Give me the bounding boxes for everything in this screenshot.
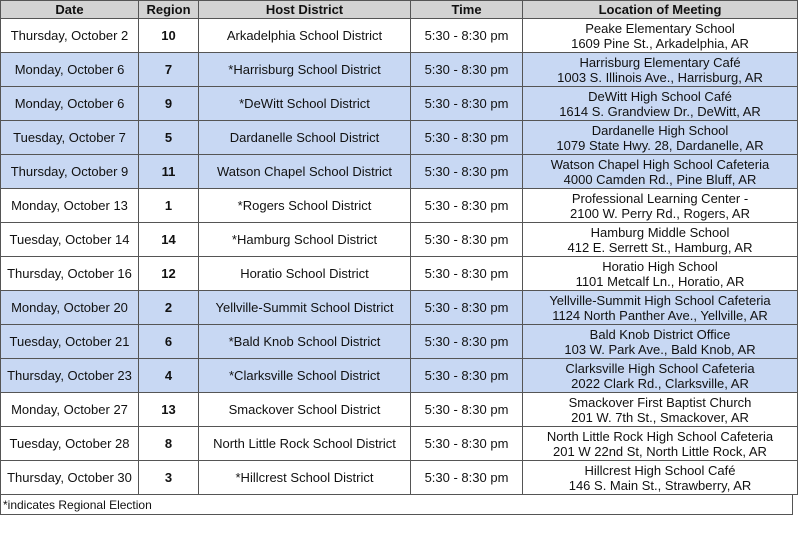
location-cell xyxy=(523,461,798,495)
time-cell: 5:30 - 8:30 pm xyxy=(411,291,523,325)
time-cell: 5:30 - 8:30 pm xyxy=(411,121,523,155)
date-cell: Monday, October 6 xyxy=(1,87,139,121)
region-cell: 8 xyxy=(139,427,199,461)
region-cell: 4 xyxy=(139,359,199,393)
host-district-cell: *Bald Knob School District xyxy=(199,325,411,359)
time-cell: 5:30 - 8:30 pm xyxy=(411,155,523,189)
time-cell: 5:30 - 8:30 pm xyxy=(411,427,523,461)
location-name: Peake Elementary School xyxy=(585,20,735,36)
host-district-cell: North Little Rock School District xyxy=(199,427,411,461)
location-name: Hamburg Middle School xyxy=(590,224,730,240)
date-cell: Tuesday, October 21 xyxy=(1,325,139,359)
location-name: Harrisburg Elementary Café xyxy=(579,54,741,70)
host-district-cell: *Harrisburg School District xyxy=(199,53,411,87)
location-address: 2100 W. Perry Rd., Rogers, AR xyxy=(570,205,750,221)
host-district-cell: *Clarksville School District xyxy=(199,359,411,393)
region-cell: 9 xyxy=(139,87,199,121)
location-address: 1609 Pine St., Arkadelphia, AR xyxy=(571,35,749,51)
date-cell: Thursday, October 9 xyxy=(1,155,139,189)
host-district-cell: Smackover School District xyxy=(199,393,411,427)
host-district-cell: Arkadelphia School District xyxy=(199,19,411,53)
location-name: Yellville-Summit High School Cafeteria xyxy=(549,292,771,308)
location-cell xyxy=(523,121,798,155)
date-cell: Thursday, October 2 xyxy=(1,19,139,53)
region-cell: 11 xyxy=(139,155,199,189)
table-row xyxy=(1,291,798,325)
host-district-cell: Dardanelle School District xyxy=(199,121,411,155)
location-address: 4000 Camden Rd., Pine Bluff, AR xyxy=(563,171,757,187)
time-cell: 5:30 - 8:30 pm xyxy=(411,189,523,223)
location-name: Clarksville High School Cafeteria xyxy=(565,360,755,376)
region-cell: 5 xyxy=(139,121,199,155)
header-date: Date xyxy=(1,1,139,19)
location-cell xyxy=(523,291,798,325)
date-cell: Thursday, October 16 xyxy=(1,257,139,291)
location-cell xyxy=(523,427,798,461)
location-cell xyxy=(523,87,798,121)
header-location: Location of Meeting xyxy=(523,1,798,19)
time-cell: 5:30 - 8:30 pm xyxy=(411,325,523,359)
date-cell: Monday, October 6 xyxy=(1,53,139,87)
region-cell: 1 xyxy=(139,189,199,223)
location-address: 412 E. Serrett St., Hamburg, AR xyxy=(567,239,753,255)
location-name: Dardanelle High School xyxy=(591,122,729,138)
location-cell xyxy=(523,19,798,53)
table-row xyxy=(1,359,798,393)
region-cell: 13 xyxy=(139,393,199,427)
location-name: North Little Rock High School Cafeteria xyxy=(546,428,774,444)
region-cell: 14 xyxy=(139,223,199,257)
host-district-cell: Horatio School District xyxy=(199,257,411,291)
location-address: 103 W. Park Ave., Bald Knob, AR xyxy=(564,341,756,357)
time-cell: 5:30 - 8:30 pm xyxy=(411,359,523,393)
table-row xyxy=(1,53,798,87)
time-cell: 5:30 - 8:30 pm xyxy=(411,87,523,121)
table-row xyxy=(1,325,798,359)
location-address: 1124 North Panther Ave., Yellville, AR xyxy=(552,307,768,323)
location-cell xyxy=(523,257,798,291)
location-address: 201 W 22nd St, North Little Rock, AR xyxy=(553,443,767,459)
table-row xyxy=(1,19,798,53)
location-cell xyxy=(523,393,798,427)
location-cell xyxy=(523,189,798,223)
host-district-cell: Watson Chapel School District xyxy=(199,155,411,189)
time-cell: 5:30 - 8:30 pm xyxy=(411,461,523,495)
location-cell xyxy=(523,325,798,359)
location-name: Bald Knob District Office xyxy=(589,326,731,342)
location-address: 1079 State Hwy. 28, Dardanelle, AR xyxy=(556,137,764,153)
location-name: Professional Learning Center - xyxy=(571,190,749,206)
header-host-district: Host District xyxy=(199,1,411,19)
location-address: 1101 Metcalf Ln., Horatio, AR xyxy=(575,273,745,289)
location-address: 2022 Clark Rd., Clarksville, AR xyxy=(571,375,749,391)
host-district-cell: *Hamburg School District xyxy=(199,223,411,257)
location-address: 1614 S. Grandview Dr., DeWitt, AR xyxy=(559,103,761,119)
table-row xyxy=(1,121,798,155)
region-cell: 10 xyxy=(139,19,199,53)
region-cell: 6 xyxy=(139,325,199,359)
table-row xyxy=(1,257,798,291)
location-cell xyxy=(523,53,798,87)
time-cell: 5:30 - 8:30 pm xyxy=(411,257,523,291)
table-row xyxy=(1,461,798,495)
date-cell: Thursday, October 23 xyxy=(1,359,139,393)
host-district-cell: *DeWitt School District xyxy=(199,87,411,121)
host-district-cell: *Rogers School District xyxy=(199,189,411,223)
table-row xyxy=(1,427,798,461)
date-cell: Thursday, October 30 xyxy=(1,461,139,495)
location-name: Hillcrest High School Café xyxy=(584,462,736,478)
table-row xyxy=(1,155,798,189)
location-address: 146 S. Main St., Strawberry, AR xyxy=(568,477,752,493)
footnote: *indicates Regional Election xyxy=(0,495,793,515)
time-cell: 5:30 - 8:30 pm xyxy=(411,393,523,427)
location-cell xyxy=(523,359,798,393)
location-cell xyxy=(523,155,798,189)
location-address: 201 W. 7th St., Smackover, AR xyxy=(571,409,749,425)
table-row xyxy=(1,223,798,257)
region-cell: 3 xyxy=(139,461,199,495)
date-cell: Monday, October 27 xyxy=(1,393,139,427)
location-address: 1003 S. Illinois Ave., Harrisburg, AR xyxy=(557,69,763,85)
header-row xyxy=(1,1,798,19)
table-row xyxy=(1,393,798,427)
date-cell: Tuesday, October 7 xyxy=(1,121,139,155)
location-name: DeWitt High School Café xyxy=(588,88,732,104)
header-region: Region xyxy=(139,1,199,19)
table-row xyxy=(1,87,798,121)
location-name: Smackover First Baptist Church xyxy=(568,394,752,410)
date-cell: Tuesday, October 14 xyxy=(1,223,139,257)
host-district-cell: *Hillcrest School District xyxy=(199,461,411,495)
region-cell: 2 xyxy=(139,291,199,325)
header-time: Time xyxy=(411,1,523,19)
location-cell xyxy=(523,223,798,257)
location-name: Watson Chapel High School Cafeteria xyxy=(550,156,770,172)
region-cell: 7 xyxy=(139,53,199,87)
host-district-cell: Yellville-Summit School District xyxy=(199,291,411,325)
date-cell: Monday, October 20 xyxy=(1,291,139,325)
region-cell: 12 xyxy=(139,257,199,291)
location-name: Horatio High School xyxy=(602,258,718,274)
date-cell: Monday, October 13 xyxy=(1,189,139,223)
table-row xyxy=(1,189,798,223)
time-cell: 5:30 - 8:30 pm xyxy=(411,53,523,87)
time-cell: 5:30 - 8:30 pm xyxy=(411,223,523,257)
date-cell: Tuesday, October 28 xyxy=(1,427,139,461)
time-cell: 5:30 - 8:30 pm xyxy=(411,19,523,53)
